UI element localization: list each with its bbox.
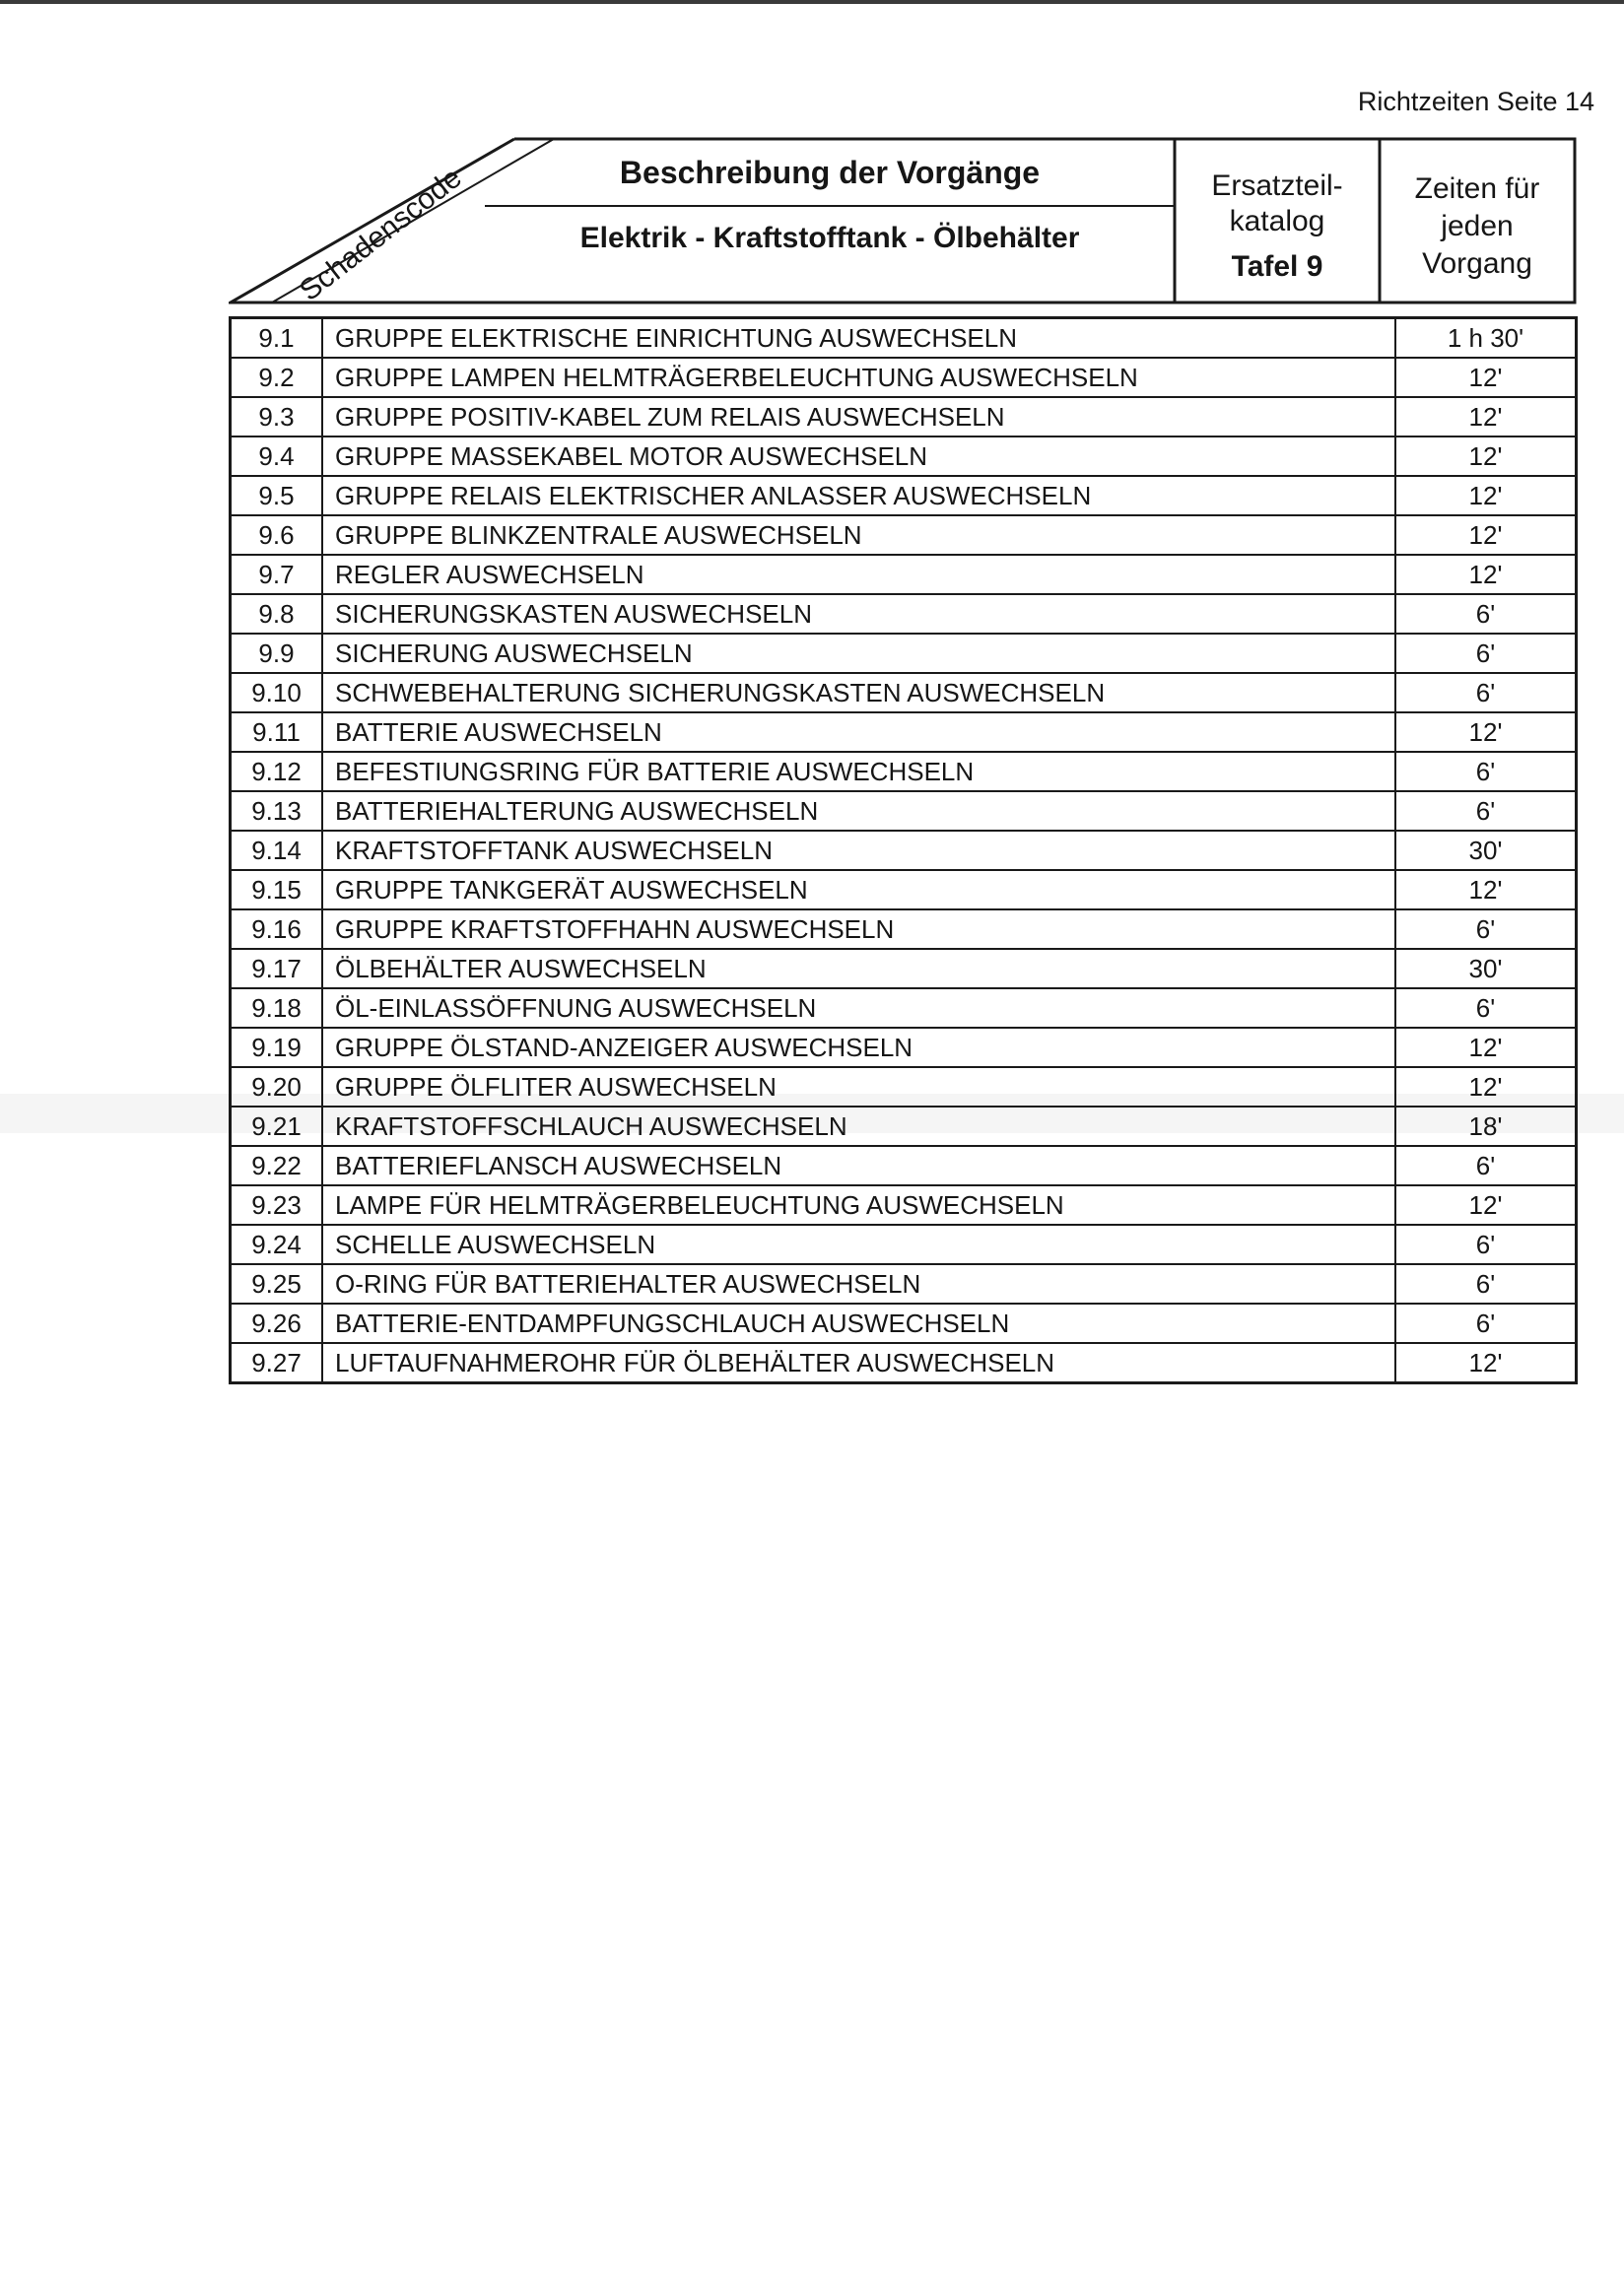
table-row [231,397,1577,436]
row-code: 9.13 [231,791,323,831]
table-row [231,318,1577,359]
row-description: KRAFTSTOFFSCHLAUCH AUSWECHSELN [322,1107,1395,1146]
table-row [231,831,1577,870]
row-code: 9.5 [231,476,323,515]
row-description: GRUPPE POSITIV-KABEL ZUM RELAIS AUSWECHSELN [322,397,1395,436]
time-header [1380,170,1575,283]
table-row [231,791,1577,831]
row-description: GRUPPE KRAFTSTOFFHAHN AUSWECHSELN [322,909,1395,949]
row-time: 6' [1395,1225,1577,1264]
row-description: BATTERIEHALTERUNG AUSWECHSELN [322,791,1395,831]
row-description: GRUPPE BLINKZENTRALE AUSWECHSELN [322,515,1395,555]
description-subtitle: Elektrik - Kraftstofftank - Ölbehälter [579,222,1080,254]
table-row [231,476,1577,515]
table-row [231,752,1577,791]
row-description: SCHWEBEHALTERUNG SICHERUNGSKASTEN AUSWECHSELN [322,673,1395,712]
row-code: 9.4 [231,436,323,476]
time-line-3: Vorgang [1422,247,1532,280]
row-time: 12' [1395,476,1577,515]
row-description: SICHERUNG AUSWECHSELN [322,634,1395,673]
row-time: 12' [1395,515,1577,555]
table-row [231,1264,1577,1304]
table-row [231,712,1577,752]
time-line-2: jeden [1441,210,1514,242]
table-row [231,870,1577,909]
row-description: GRUPPE ELEKTRISCHE EINRICHTUNG AUSWECHSELN [322,318,1395,359]
row-code: 9.21 [231,1107,323,1146]
table-row [231,515,1577,555]
table-row [231,1107,1577,1146]
table-row [231,988,1577,1028]
row-time: 12' [1395,1185,1577,1225]
table-row [231,1146,1577,1185]
catalog-line-1: Ersatzteil- [1211,169,1343,202]
table-row [231,909,1577,949]
row-time: 6' [1395,1146,1577,1185]
row-code: 9.25 [231,1264,323,1304]
row-description: ÖLBEHÄLTER AUSWECHSELN [322,949,1395,988]
table-row [231,358,1577,397]
row-time: 6' [1395,909,1577,949]
row-time: 12' [1395,870,1577,909]
row-code: 9.8 [231,594,323,634]
row-description: O-RING FÜR BATTERIEHALTER AUSWECHSELN [322,1264,1395,1304]
row-code: 9.23 [231,1185,323,1225]
table-row [231,673,1577,712]
row-description: GRUPPE TANKGERÄT AUSWECHSELN [322,870,1395,909]
row-time: 12' [1395,397,1577,436]
row-code: 9.2 [231,358,323,397]
table-row [231,1225,1577,1264]
table-row [231,594,1577,634]
row-code: 9.24 [231,1225,323,1264]
row-description: SCHELLE AUSWECHSELN [322,1225,1395,1264]
table-row [231,949,1577,988]
row-time: 30' [1395,831,1577,870]
row-code: 9.16 [231,909,323,949]
row-description: BATTERIE-ENTDAMPFUNGSCHLAUCH AUSWECHSELN [322,1304,1395,1343]
row-code: 9.18 [231,988,323,1028]
operations-table [229,316,1578,1384]
table-row [231,634,1577,673]
row-description: GRUPPE ÖLSTAND-ANZEIGER AUSWECHSELN [322,1028,1395,1067]
description-title: Beschreibung der Vorgänge [619,155,1041,190]
row-description: BEFESTIUNGSRING FÜR BATTERIE AUSWECHSELN [322,752,1395,791]
row-time: 6' [1395,1304,1577,1343]
row-description: GRUPPE ÖLFLITER AUSWECHSELN [322,1067,1395,1107]
catalog-line-2: katalog [1229,205,1325,237]
damage-code-label: Schadenscode [294,161,468,308]
row-time: 12' [1395,1028,1577,1067]
row-description: KRAFTSTOFFTANK AUSWECHSELN [322,831,1395,870]
row-code: 9.17 [231,949,323,988]
row-code: 9.11 [231,712,323,752]
row-time: 12' [1395,1343,1577,1383]
table-header [229,137,1577,304]
row-description: BATTERIE AUSWECHSELN [322,712,1395,752]
row-code: 9.7 [231,555,323,594]
row-description: GRUPPE LAMPEN HELMTRÄGERBELEUCHTUNG AUSWECHSELN [322,358,1395,397]
row-code: 9.3 [231,397,323,436]
catalog-line-3: Tafel 9 [1231,250,1323,283]
table-row [231,1304,1577,1343]
row-time: 12' [1395,555,1577,594]
row-time: 12' [1395,1067,1577,1107]
row-time: 30' [1395,949,1577,988]
page-reference: Richtzeiten Seite 14 [1357,87,1594,116]
row-code: 9.6 [231,515,323,555]
table-row [231,555,1577,594]
row-code: 9.27 [231,1343,323,1383]
row-time: 6' [1395,791,1577,831]
row-time: 6' [1395,594,1577,634]
row-time: 6' [1395,673,1577,712]
row-time: 12' [1395,436,1577,476]
row-code: 9.1 [231,318,323,359]
row-time: 6' [1395,752,1577,791]
row-time: 18' [1395,1107,1577,1146]
row-code: 9.9 [231,634,323,673]
row-code: 9.14 [231,831,323,870]
row-code: 9.22 [231,1146,323,1185]
row-code: 9.26 [231,1304,323,1343]
row-description: SICHERUNGSKASTEN AUSWECHSELN [322,594,1395,634]
row-time: 6' [1395,988,1577,1028]
row-description: ÖL-EINLASSÖFFNUNG AUSWECHSELN [322,988,1395,1028]
row-code: 9.20 [231,1067,323,1107]
row-description: GRUPPE MASSEKABEL MOTOR AUSWECHSELN [322,436,1395,476]
row-description: REGLER AUSWECHSELN [322,555,1395,594]
row-code: 9.19 [231,1028,323,1067]
table-row [231,1343,1577,1383]
row-description: LUFTAUFNAHMEROHR FÜR ÖLBEHÄLTER AUSWECHSELN [322,1343,1395,1383]
row-time: 12' [1395,358,1577,397]
time-line-1: Zeiten für [1414,172,1540,205]
table-row [231,1067,1577,1107]
table-row [231,1028,1577,1067]
row-code: 9.10 [231,673,323,712]
scan-top-edge [0,0,1624,4]
row-time: 6' [1395,1264,1577,1304]
row-description: BATTERIEFLANSCH AUSWECHSELN [322,1146,1395,1185]
table-row [231,1185,1577,1225]
row-description: GRUPPE RELAIS ELEKTRISCHER ANLASSER AUSWECHSELN [322,476,1395,515]
catalog-header [1175,168,1380,285]
row-time: 12' [1395,712,1577,752]
row-time: 1 h 30' [1395,318,1577,359]
row-code: 9.15 [231,870,323,909]
row-time: 6' [1395,634,1577,673]
row-code: 9.12 [231,752,323,791]
table-row [231,436,1577,476]
row-description: LAMPE FÜR HELMTRÄGERBELEUCHTUNG AUSWECHSELN [322,1185,1395,1225]
